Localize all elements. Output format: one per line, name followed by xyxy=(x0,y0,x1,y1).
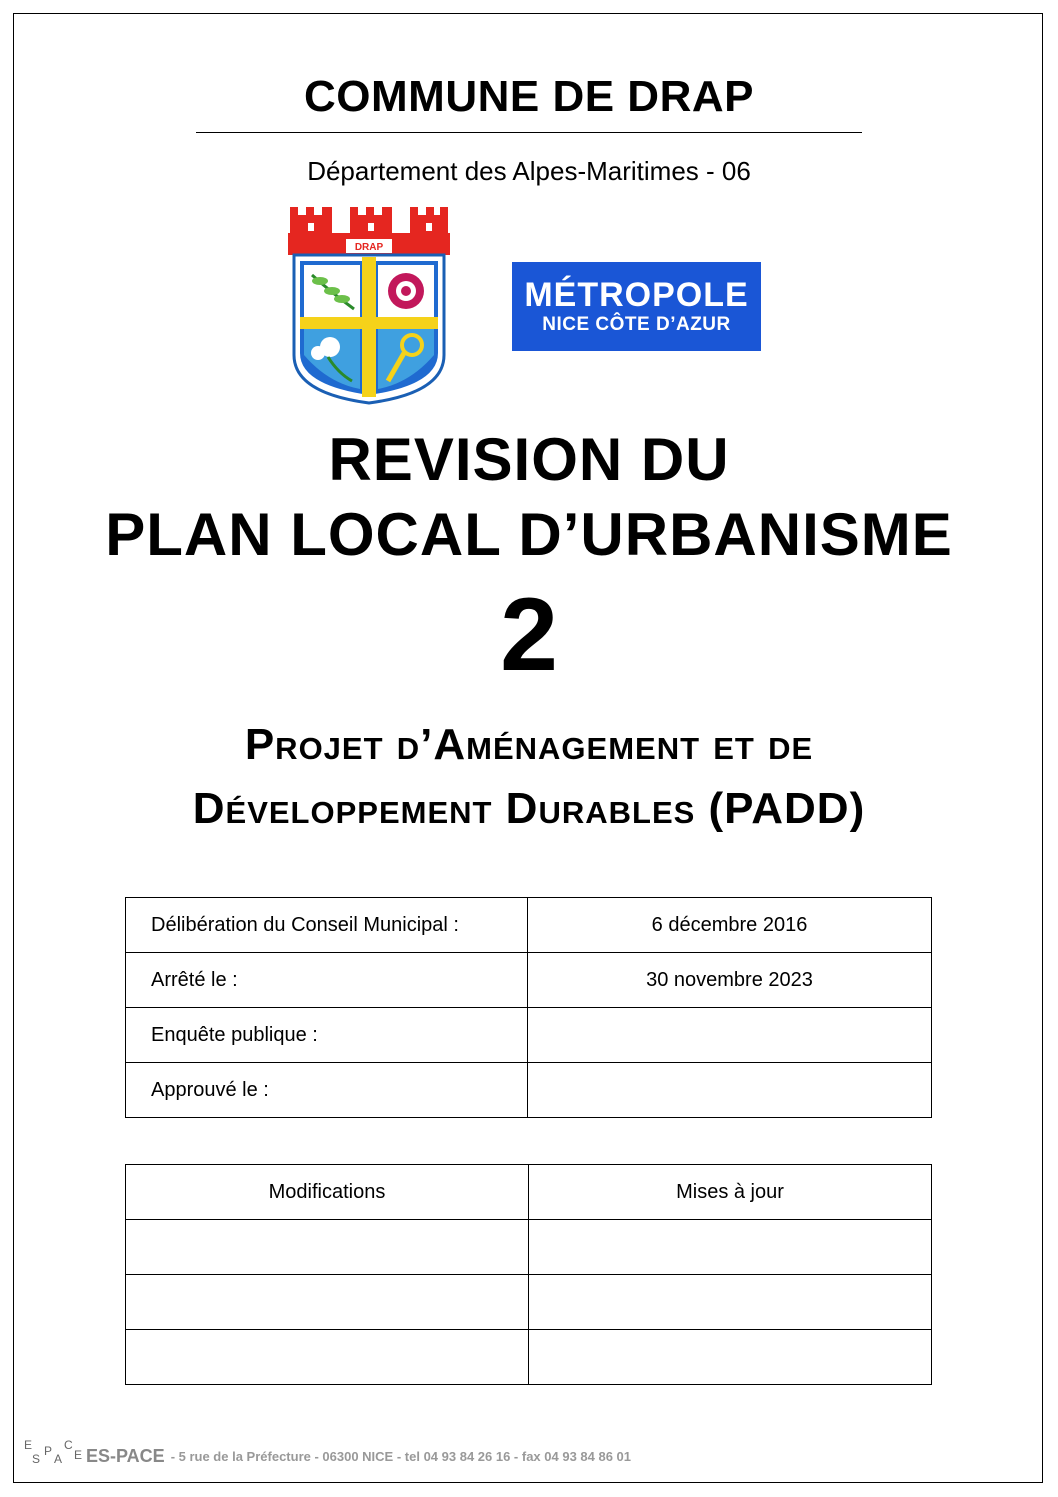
header-divider xyxy=(196,132,862,133)
crest-label: DRAP xyxy=(354,242,384,253)
table-cell xyxy=(529,1330,932,1385)
row-label: Approuvé le : xyxy=(126,1063,528,1118)
table-header-row xyxy=(126,1165,932,1220)
row-value xyxy=(528,1008,932,1063)
metropole-line1: MÉTROPOLE xyxy=(524,275,749,314)
table-row xyxy=(126,953,932,1008)
table-cell xyxy=(529,1275,932,1330)
table-cell xyxy=(126,1275,529,1330)
subtitle-line1: Projet d’Aménagement et de xyxy=(244,720,814,769)
footer-brand: ES-PACE xyxy=(86,1445,165,1466)
row-label: Délibération du Conseil Municipal : xyxy=(126,898,528,953)
commune-title: COMMUNE DE DRAP xyxy=(304,72,754,121)
title-line1: REVISION DU xyxy=(328,426,730,493)
metropole-logo xyxy=(512,262,761,351)
row-label: Enquête publique : xyxy=(126,1008,528,1063)
table-cell xyxy=(126,1220,529,1275)
table-row xyxy=(126,1063,932,1118)
subtitle-line2: Développement Durables (PADD) xyxy=(192,784,866,833)
footer xyxy=(24,1438,631,1474)
department-line: Département des Alpes-Maritimes - 06 xyxy=(307,156,751,186)
header-modifications: Modifications xyxy=(126,1165,529,1220)
row-value: 6 décembre 2016 xyxy=(528,898,932,953)
logo-letter: C xyxy=(64,1438,73,1452)
row-value xyxy=(528,1063,932,1118)
table-row xyxy=(126,1008,932,1063)
modifications-table xyxy=(125,1164,932,1385)
table-cell xyxy=(126,1330,529,1385)
footer-address: - 5 rue de la Préfecture - 06300 NICE - tel 04 93 84 26 16 - fax 04 93 84 86 01 xyxy=(170,1448,632,1464)
logo-letter: P xyxy=(44,1444,53,1458)
metropole-line2: NICE CÔTE D’AZUR xyxy=(542,313,731,335)
table-cell xyxy=(529,1220,932,1275)
table-row xyxy=(126,1275,932,1330)
procedure-dates-table xyxy=(125,897,932,1118)
header-updates: Mises à jour xyxy=(529,1165,932,1220)
drap-coat-of-arms xyxy=(288,205,450,405)
table-row xyxy=(126,1330,932,1385)
espace-logo xyxy=(24,1438,82,1474)
table-row xyxy=(126,1220,932,1275)
row-label: Arrêté le : xyxy=(126,953,528,1008)
row-value: 30 novembre 2023 xyxy=(528,953,932,1008)
table-row xyxy=(126,898,932,953)
logo-letter: E xyxy=(24,1438,33,1452)
logo-letter: E xyxy=(74,1448,83,1462)
logo-letter: A xyxy=(54,1452,63,1466)
logo-letter: S xyxy=(32,1452,41,1466)
title-line2: PLAN LOCAL D’URBANISME xyxy=(105,501,953,568)
document-number: 2 xyxy=(500,577,558,693)
